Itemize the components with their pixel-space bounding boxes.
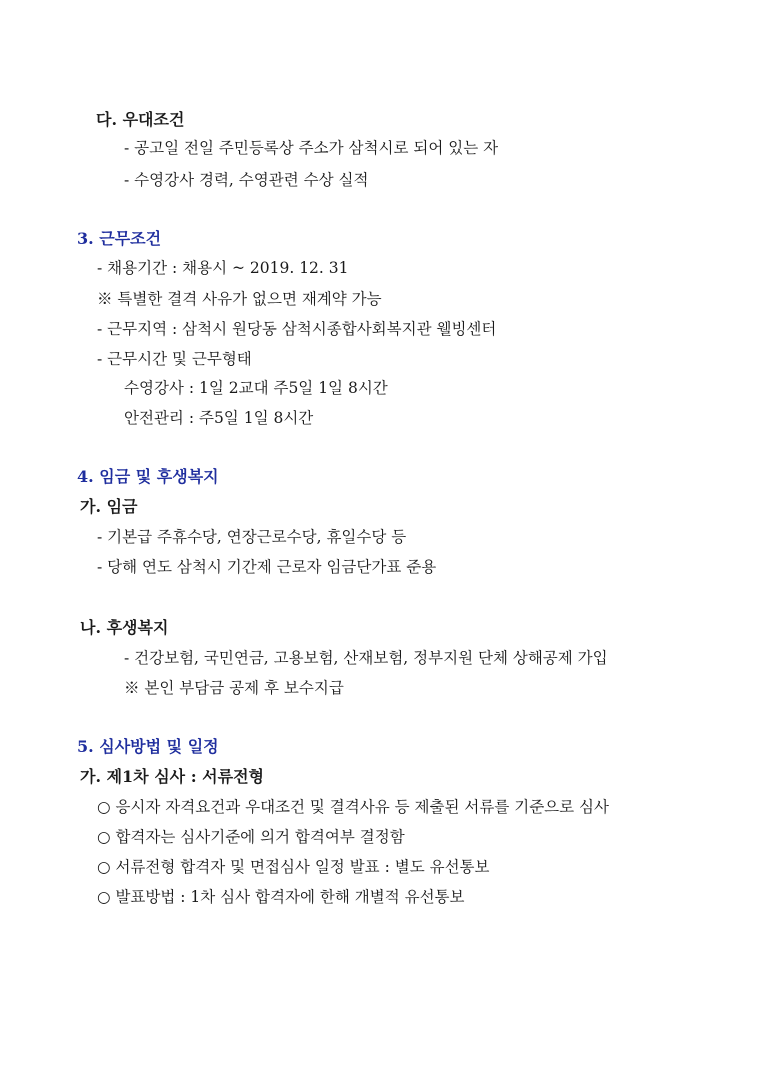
section-4-heading: 4. 임금 및 후생복지 — [77, 467, 219, 486]
work-condition-note: ※ 특별한 결격 사유가 없으면 재계약 가능 — [97, 290, 382, 308]
welfare-note: ※ 본인 부담금 공제 후 보수지급 — [124, 679, 344, 697]
wage-item: - 당해 연도 삼척시 기간제 근로자 임금단가표 준용 — [97, 558, 437, 576]
preferential-heading: 다. 우대조건 — [96, 110, 185, 129]
work-condition-line: - 근무지역 : 삼척시 원당동 삼척시종합사회복지관 웰빙센터 — [97, 320, 497, 338]
section-3-heading: 3. 근무조건 — [77, 229, 162, 248]
welfare-item: - 건강보험, 국민연금, 고용보험, 산재보험, 정부지원 단체 상해공제 가입 — [124, 649, 608, 667]
review-item: ○ 응시자 자격요건과 우대조건 및 결격사유 등 제출된 서류를 기준으로 심사 — [97, 798, 609, 816]
preferential-item: - 수영강사 경력, 수영관련 수상 실적 — [124, 171, 369, 189]
review-item: ○ 발표방법 : 1차 심사 합격자에 한해 개별적 유선통보 — [97, 888, 465, 906]
first-review-heading: 가. 제1차 심사 : 서류전형 — [80, 767, 264, 786]
work-hours-line: 안전관리 : 주5일 1일 8시간 — [124, 409, 314, 427]
wage-heading: 가. 임금 — [80, 497, 138, 516]
work-condition-line: - 근무시간 및 근무형태 — [97, 350, 252, 368]
work-condition-line: - 채용기간 : 채용시 ~ 2019. 12. 31 — [97, 259, 349, 277]
welfare-heading: 나. 후생복지 — [80, 618, 169, 637]
wage-item: - 기본급 주휴수당, 연장근로수당, 휴일수당 등 — [97, 528, 407, 546]
review-item: ○ 서류전형 합격자 및 면접심사 일정 발표 : 별도 유선통보 — [97, 858, 490, 876]
work-hours-line: 수영강사 : 1일 2교대 주5일 1일 8시간 — [124, 379, 388, 397]
preferential-item: - 공고일 전일 주민등록상 주소가 삼척시로 되어 있는 자 — [124, 139, 499, 157]
section-5-heading: 5. 심사방법 및 일정 — [77, 737, 219, 756]
review-item: ○ 합격자는 심사기준에 의거 합격여부 결정함 — [97, 828, 405, 846]
